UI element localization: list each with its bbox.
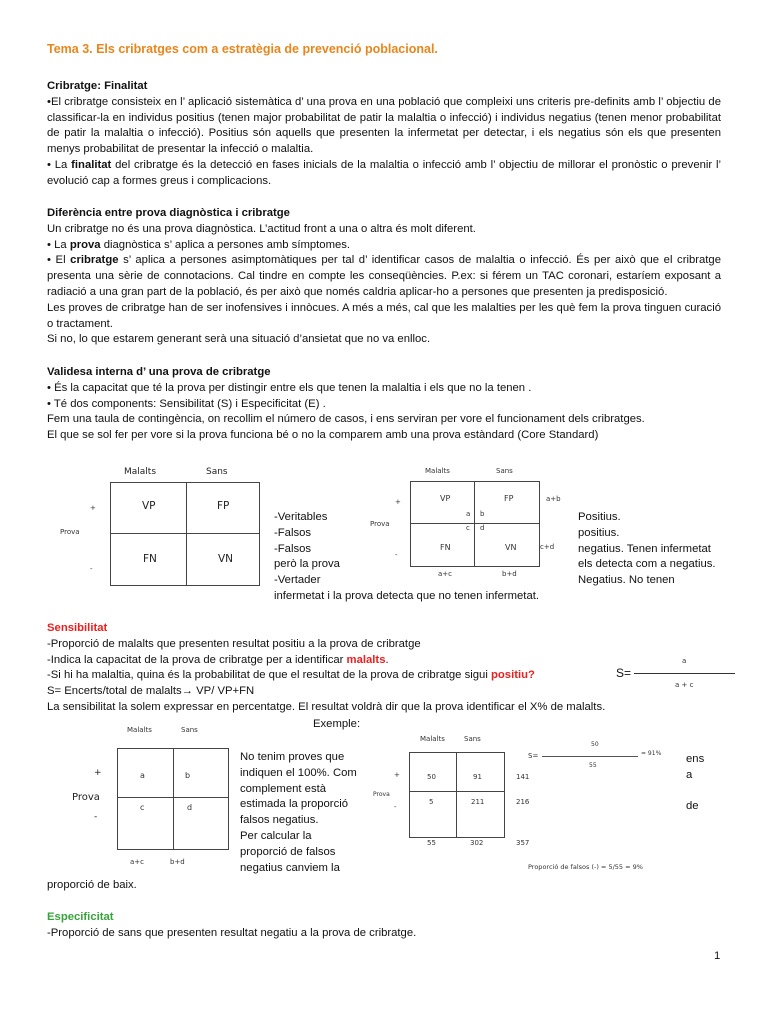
- note-line: complement està: [240, 782, 327, 795]
- section-heading: Diferència entre prova diagnòstica i cribratge: [47, 207, 290, 219]
- row-total: 216: [516, 798, 530, 806]
- note-tail: proporció de baix.: [47, 879, 137, 891]
- paragraph: La sensibilitat la solem expressar en percentatge. El resultat voldrà dir que la prova identificar el X% de malalts.: [47, 700, 606, 713]
- note-line: indiquen el 100%. Com: [240, 766, 357, 779]
- cell-fp: FP: [217, 500, 230, 512]
- table-grid: [409, 752, 505, 838]
- row-label: Prova: [370, 520, 390, 528]
- section-sensibilitat: [47, 621, 737, 716]
- legend-line: negatius. Tenen infermetat: [578, 542, 711, 555]
- cell-a: a: [140, 771, 145, 780]
- paragraph: Les proves de cribratge han de ser inofensives i innòcues. A més a més, cal que les malalties per les què fem la prova tinguen curació o tractament.: [47, 301, 721, 330]
- formula-denominator: a + c: [675, 681, 694, 689]
- cell-vn: VN: [505, 543, 517, 552]
- text: -Si hi ha malaltia, quina és la probabilitat de que el resultat de la prova de cribratge sigui: [47, 669, 491, 682]
- table-grid: [110, 482, 260, 586]
- cell-vn: VN: [218, 553, 234, 565]
- divider: [410, 523, 540, 524]
- table-grid: [410, 481, 540, 567]
- page-title: Tema 3. Els cribratges com a estratègia de prevenció poblacional.: [47, 42, 438, 56]
- plus-label: +: [90, 504, 96, 512]
- row-total: 141: [516, 773, 530, 781]
- legend-line: -Falsos: [274, 526, 312, 539]
- page-number: 1: [714, 950, 721, 962]
- col-header: Sans: [464, 735, 481, 743]
- section-heading: Validesa interna d’ una prova de cribratge: [47, 366, 271, 378]
- paragraph: Si no, lo que estarem generant serà una situació d’ansietat que no va enlloc.: [47, 333, 431, 346]
- cell-value: 91: [473, 773, 482, 781]
- fraction-bar: [634, 673, 735, 674]
- minus-label: -: [394, 803, 397, 811]
- minus-label: -: [395, 551, 398, 559]
- row-label: Prova: [72, 792, 100, 803]
- minus-label: -: [94, 812, 98, 822]
- paragraph: • Té dos components: Sensibilitat (S) i Especificitat (E) .: [47, 397, 326, 410]
- cell-b: b: [185, 771, 191, 780]
- cell-fn: FN: [143, 553, 157, 565]
- text: • El: [47, 254, 71, 267]
- fraction-bar: [542, 756, 638, 757]
- col-header: Malalts: [124, 467, 157, 477]
- cell-vp: VP: [142, 500, 156, 512]
- note-line: proporció de falsos: [240, 845, 336, 858]
- note-line: negatius canviem la: [240, 861, 340, 874]
- total-ac: a+c: [438, 570, 453, 578]
- highlight-text: malalts: [346, 653, 386, 666]
- plus-label: +: [395, 498, 401, 506]
- col-total: 302: [470, 839, 484, 847]
- cell-b: b: [480, 510, 485, 518]
- cell-fn: FN: [440, 543, 451, 552]
- col-header: Malalts: [127, 726, 152, 734]
- plus-label: +: [94, 768, 102, 778]
- cell-a: a: [466, 510, 471, 518]
- highlight-text: positiu?: [490, 669, 535, 682]
- divider: [456, 752, 457, 838]
- divider: [409, 791, 505, 792]
- example-label: Exemple:: [313, 718, 361, 730]
- paragraph: Un cribratge no és una prova diagnòstica. L’actitud front a una o altra és molt diferent.: [47, 222, 476, 235]
- legend-line: Negatius. No tenen: [578, 574, 675, 587]
- formula-numerator: 50: [591, 741, 599, 748]
- paragraph: S= Encerts/total de malalts→ VP/ VP+FN: [47, 685, 255, 698]
- text: -Indica la capacitat de la prova de cribratge per a identificar: [47, 653, 347, 666]
- text: s’ aplica a persones asimptomàtiques per tal d’ identificar casos de malaltia o infecció. És per això que el cribratge presenta una sèrie de connotacions. Cal tindre en compte les conseqüències. P.ex: si férem un TAC coronari, estaríem exposant a radiació a una gran part de la població, és per això que només caldria aplicar-ho a persones que presenten ja predisposició.: [47, 254, 721, 298]
- legend-line: -Falsos: [274, 542, 312, 555]
- col-header: Sans: [496, 467, 513, 475]
- text: del cribratge és la detecció en fases inicials de la malaltia o infecció amb l’ objectiu de millorar el pronòstic o prevenir l’ evolució cap a formes greus i complicacions.: [47, 158, 721, 187]
- legend-line: positius.: [578, 526, 620, 539]
- total-ac: a+c: [130, 858, 145, 866]
- total-ab: a+b: [546, 495, 561, 503]
- section-diferencia: [47, 206, 721, 348]
- note-right-2: a: [686, 769, 693, 781]
- cell-value: 50: [427, 773, 436, 781]
- note-right-1: ens: [686, 753, 705, 765]
- legend-line: infermetat i la prova detecta que no tenen infermetat.: [274, 589, 540, 602]
- text: • La: [47, 238, 70, 251]
- paragraph: [47, 158, 721, 190]
- col-header: Sans: [206, 467, 228, 477]
- row-label: Prova: [373, 791, 390, 798]
- paragraph: -Proporció de sans que presenten resultat negatiu a la prova de cribratge.: [47, 926, 417, 939]
- text: .: [385, 653, 389, 666]
- formula-label: S=: [528, 752, 539, 760]
- total-bd: b+d: [170, 858, 185, 866]
- cell-d: d: [187, 803, 193, 812]
- paragraph: El que se sol fer per vore si la prova funciona bé o no la comparem amb una prova estàndard (Core Standard): [47, 429, 599, 442]
- note-line: estimada la proporció: [240, 798, 349, 811]
- text: diagnòstica s’ aplica a persones amb símptomes.: [100, 238, 351, 251]
- paragraph: -Proporció de malalts que presenten resultat positiu a la prova de cribratge: [47, 637, 421, 650]
- text: • La: [47, 158, 72, 171]
- legend-line: -Vertader: [274, 574, 321, 587]
- row-label: Prova: [60, 528, 80, 536]
- divider: [474, 481, 475, 567]
- legend-line: però la prova: [274, 558, 340, 571]
- cell-c: c: [466, 524, 470, 532]
- total-cd: c+d: [540, 543, 555, 551]
- false-negative-proportion: Proporció de falsos (-) = 5/55 = 9%: [528, 863, 643, 871]
- section-heading: Sensibilitat: [47, 622, 108, 634]
- note-text: [240, 750, 357, 876]
- section-finalitat: [47, 79, 721, 190]
- col-header: Malalts: [420, 735, 445, 743]
- paragraph: [47, 253, 721, 300]
- section-heading: Cribratge: Finalitat: [47, 80, 148, 92]
- minus-label: -: [90, 565, 93, 573]
- divider: [186, 482, 187, 586]
- cell-value: 5: [429, 798, 434, 806]
- paragraph: [47, 238, 721, 254]
- cell-value: 211: [471, 798, 485, 806]
- section-validesa: [47, 365, 737, 444]
- formula-numerator: a: [682, 657, 687, 665]
- cell-fp: FP: [504, 494, 514, 503]
- note-line: falsos negatius.: [240, 814, 319, 827]
- legend-line: els detecta com a negatius.: [578, 558, 716, 571]
- note-line: No tenim proves que: [240, 751, 345, 763]
- section-heading: Especificitat: [47, 911, 114, 923]
- legend-right: [578, 510, 716, 589]
- bold-text: prova: [69, 238, 101, 251]
- divider: [110, 533, 260, 534]
- note-line: Per calcular la: [240, 829, 312, 842]
- cell-vp: VP: [440, 494, 451, 503]
- col-total: 55: [427, 839, 436, 847]
- bold-text: cribratge: [70, 254, 119, 267]
- plus-label: +: [394, 771, 400, 779]
- bold-text: finalitat: [71, 158, 112, 171]
- legend-line: Positius.: [578, 511, 621, 523]
- formula-label: S=: [616, 666, 632, 680]
- legend-line: -Veritables: [274, 511, 328, 523]
- paragraph: Fem una taula de contingència, on recollim el número de casos, i ens serviran per vore el funcionament dels cribratges.: [47, 413, 645, 426]
- total-bd: b+d: [502, 570, 517, 578]
- divider: [173, 748, 174, 850]
- col-header: Malalts: [425, 467, 450, 475]
- col-header: Sans: [181, 726, 198, 734]
- paragraph: •El cribratge consisteix en l’ aplicació sistemàtica d’ una prova en una població que compleixi uns criteris pre-definits amb l’ objectiu de classificar-la en individus positius (tenen major probabilitat de patir la malaltia o infecció) i individus negatius (tenen menor probabilitat de patir la malaltia o infecció). Positius són aquells que presenten la infermetat per detectar, i els negatius són els que presenten menys probabilitat de presentar la infecció o malaltia.: [47, 95, 721, 156]
- divider: [117, 797, 229, 798]
- cell-d: d: [480, 524, 485, 532]
- paragraph: [47, 668, 737, 684]
- grand-total: 357: [516, 839, 530, 847]
- formula-denominator: 55: [589, 762, 597, 769]
- note-right-3: de: [686, 800, 699, 812]
- section-especificitat: [47, 910, 737, 942]
- formula-result: = 91%: [641, 750, 662, 757]
- cell-c: c: [140, 803, 145, 812]
- paragraph: • És la capacitat que té la prova per distingir entre els que tenen la malaltia i els que no la tenen .: [47, 381, 532, 394]
- paragraph: [47, 653, 737, 669]
